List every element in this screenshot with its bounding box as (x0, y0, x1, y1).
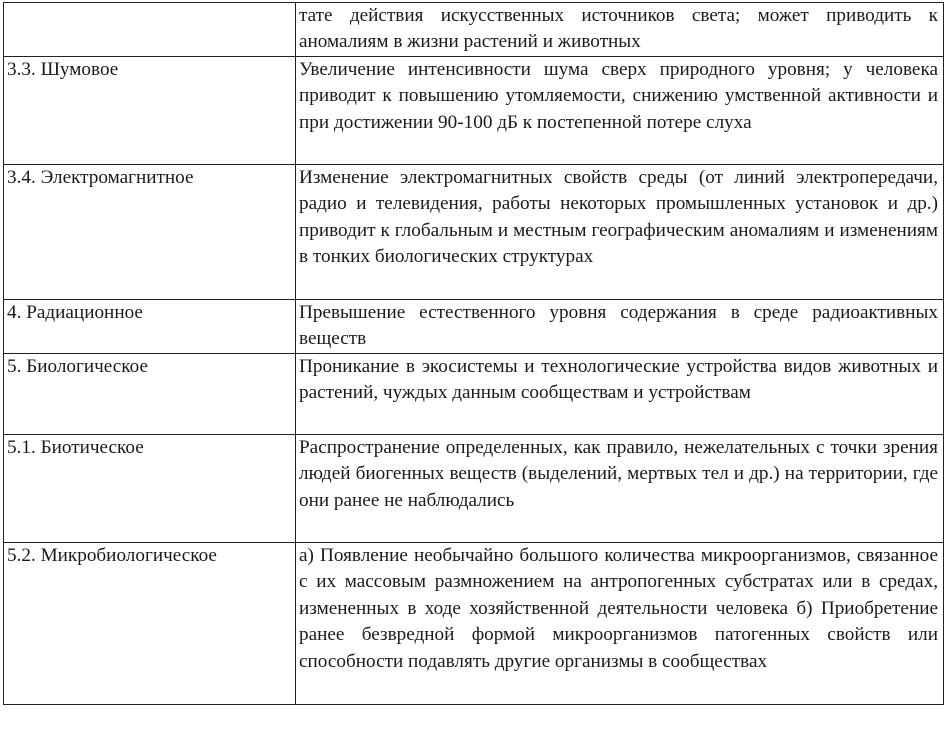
table-row (4, 165, 944, 300)
pollution-type-cell: 3.3. Шумовое (4, 57, 296, 165)
pollution-types-table (3, 2, 944, 705)
pollution-type-cell (4, 3, 296, 57)
pollution-description-cell: Увеличение интенсивности шума сверх природного уровня; у человека приводит к повышению утомляемости, снижению умственной активности и при достижении 90-100 дБ к постепенной потере слуха (296, 57, 944, 165)
pollution-description-cell: тате действия искусственных источников света; может приводить к аномалиям в жизни растений и животных (296, 3, 944, 57)
pollution-type-cell: 5.1. Биотическое (4, 435, 296, 543)
pollution-description-cell: Распространение определенных, как правило, нежелательных с точки зрения людей биогенных веществ (выделений, мертвых тел и др.) на территории, где они ранее не наблюдались (296, 435, 944, 543)
pollution-type-cell: 5. Биологическое (4, 354, 296, 435)
pollution-type-cell: 5.2. Микробиологическое (4, 543, 296, 705)
table-row (4, 354, 944, 435)
table-row (4, 300, 944, 354)
pollution-description-cell: Превышение естественного уровня содержания в среде радиоактивных веществ (296, 300, 944, 354)
table-row (4, 3, 944, 57)
pollution-description-cell: а) Появление необычайно большого количества микроорганизмов, связанное с их массовым размножением на антропогенных субстратах или в средах, измененных в ходе хозяйственной деятельности человека б) Приобретение ранее безвредной формой микроорганизмов патогенных свойств или способности подавлять другие организмы в сообществах (296, 543, 944, 705)
pollution-type-cell: 3.4. Электромагнитное (4, 165, 296, 300)
pollution-type-cell: 4. Радиационное (4, 300, 296, 354)
table-row (4, 435, 944, 543)
pollution-description-cell: Изменение электромагнитных свойств среды (от линий электропередачи, радио и телевидения, работы некоторых промышленных установок и др.) приводит к глобальным и местным географическим аномалиям и изменениям в тонких биологических структурах (296, 165, 944, 300)
table-row (4, 543, 944, 705)
pollution-description-cell: Проникание в экосистемы и технологические устройства видов животных и растений, чуждых данным сообществам и устройствам (296, 354, 944, 435)
table-row (4, 57, 944, 165)
